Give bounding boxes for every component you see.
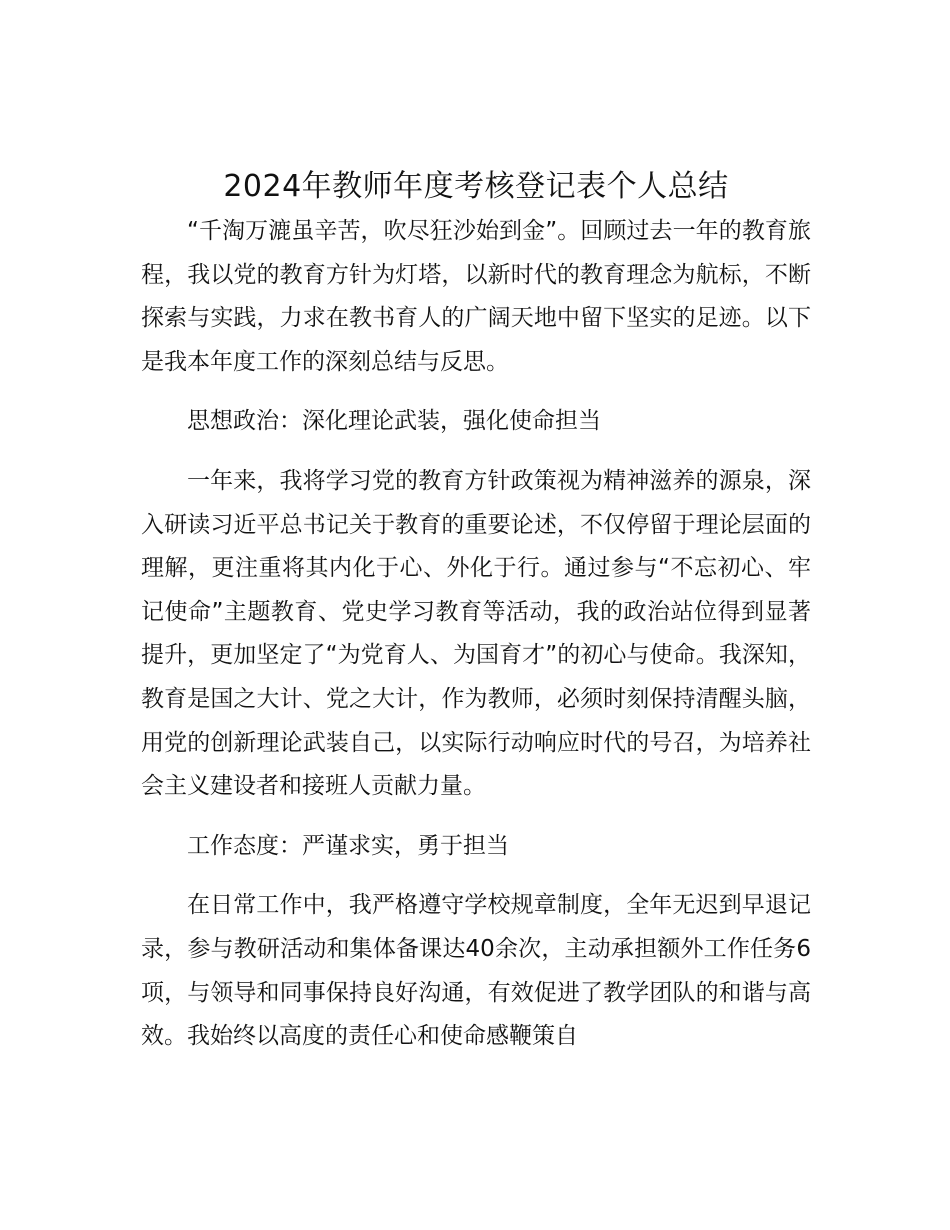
section-heading-ideology: 思想政治：深化理论武装，强化使命担当 [187, 408, 601, 435]
ideology-paragraph: 一年来，我将学习党的教育方针政策视为精神滋养的源泉，深入研读习近平总书记关于教育的重要论述，不仅停留于理论层面的理解，更注重将其内化于心、外化于行。通过参与“不忘初心、牢记使命”主题教育、党史学习教育等活动，我的政治站位得到显著提升，更加坚定了“为党育人、为国育才”的初心与使命。我深知，教育是国之大计、党之大计，作为教师，必须时刻保持清醒头脑，用党的创新理论武装自己，以实际行动响应时代的号召，为培养社会主义建设者和接班人贡献力量。 [141, 467, 811, 800]
section-heading-work-attitude: 工作态度：严谨求实，勇于担当 [187, 832, 509, 859]
document-page [141, 166, 811, 1075]
intro-paragraph: “千淘万漉虽辛苦，吹尽狂沙始到金”。回顾过去一年的教育旅程，我以党的教育方针为灯塔，以新时代的教育理念为航标，不断探索与实践，力求在教书育人的广阔天地中留下坚实的足迹。以下是我本年度工作的深刻总结与反思。 [141, 218, 811, 375]
page-title: 2024年教师年度考核登记表个人总结 [223, 169, 729, 204]
work-attitude-paragraph: 在日常工作中，我严格遵守学校规章制度，全年无迟到早退记录，参与教研活动和集体备课达40余次，主动承担额外工作任务6项，与领导和同事保持良好沟通，有效促进了教学团队的和谐与高效。我始终以高度的责任心和使命感鞭策自 [141, 892, 811, 1050]
